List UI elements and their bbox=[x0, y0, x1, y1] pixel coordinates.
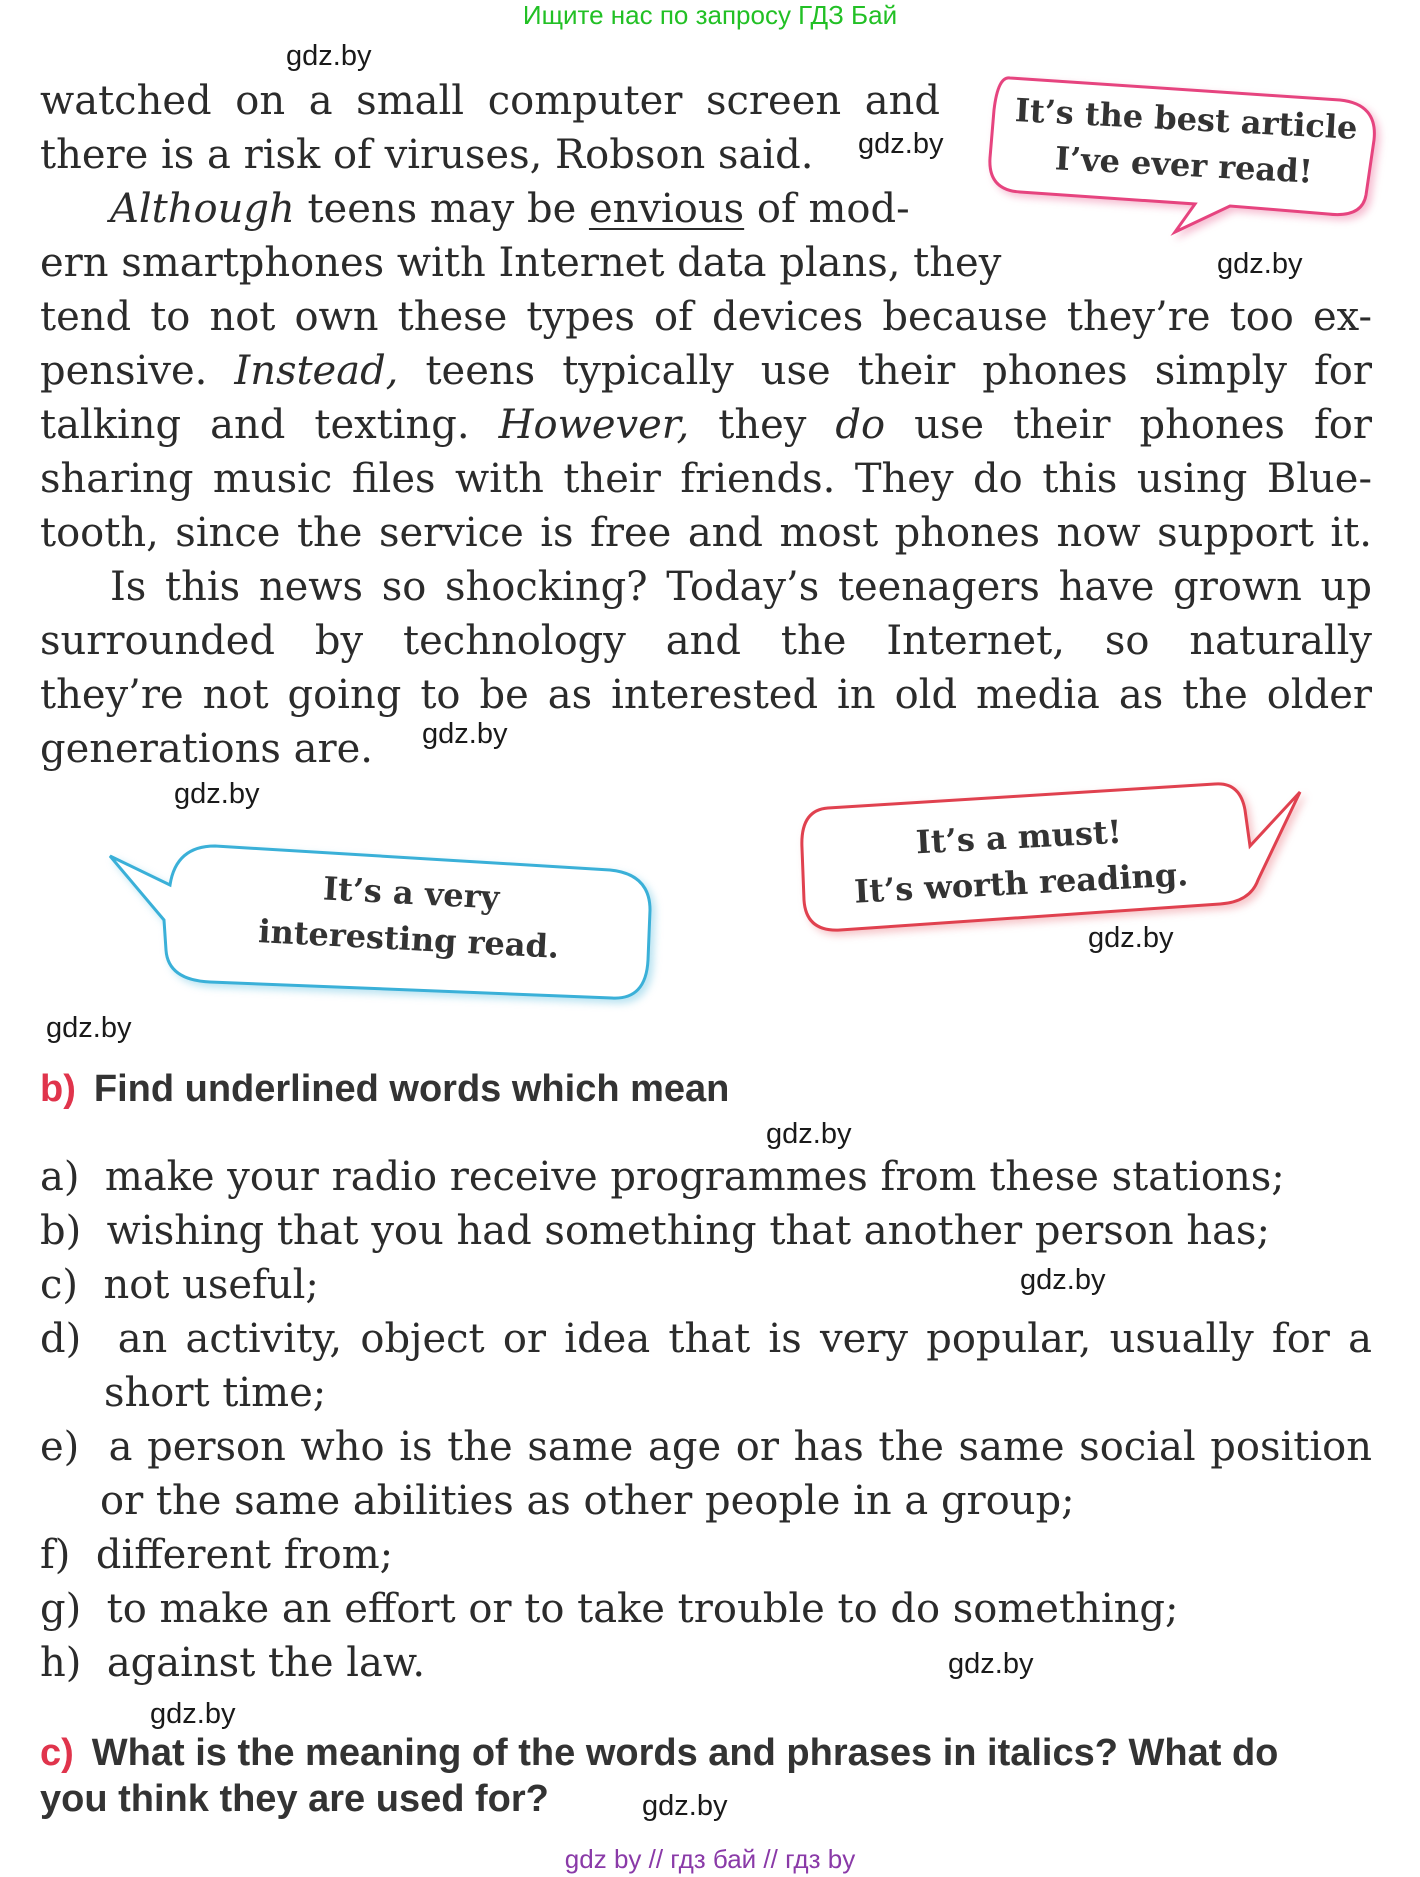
watermark: gdz.by bbox=[948, 1648, 1034, 1680]
article-line: sharing music files with their friends. They do this using Blue- bbox=[40, 456, 1372, 502]
watermark: gdz.by bbox=[1020, 1264, 1106, 1296]
item-text: against the law. bbox=[106, 1640, 426, 1686]
italic-word: Although bbox=[110, 186, 295, 232]
watermark: gdz.by bbox=[174, 778, 260, 810]
underlined-word: envious bbox=[588, 186, 745, 232]
item-label: f) bbox=[40, 1532, 71, 1578]
list-item bbox=[40, 1150, 1285, 1204]
item-label: g) bbox=[40, 1586, 82, 1632]
item-label: e) bbox=[40, 1424, 80, 1470]
watermark: gdz.by bbox=[642, 1790, 728, 1822]
blue-bubble-text bbox=[228, 861, 592, 972]
bubble-line: It’s a must! bbox=[914, 812, 1123, 862]
text-span: teens may be bbox=[294, 186, 589, 232]
task-title: What is the meaning of the words and phrases in italics? What do bbox=[91, 1732, 1279, 1774]
bubble-line: interesting read. bbox=[257, 912, 561, 966]
task-title: you think they are used for? bbox=[40, 1778, 549, 1820]
bubble-line: It’s worth reading. bbox=[853, 855, 1190, 911]
watermark: gdz.by bbox=[766, 1118, 852, 1150]
text-span: teens typically use their phones simply for bbox=[398, 348, 1372, 394]
item-label: h) bbox=[40, 1640, 82, 1686]
bubble-line: It’s a very bbox=[322, 869, 501, 917]
watermark: gdz.by bbox=[422, 718, 508, 750]
article-line: they’re not going to be as interested in old media as the older bbox=[40, 672, 1372, 718]
article-line: watched on a small computer screen and bbox=[40, 78, 940, 124]
item-label: a) bbox=[40, 1154, 80, 1200]
watermark: gdz.by bbox=[1217, 248, 1303, 280]
task-title: Find underlined words which mean bbox=[93, 1068, 730, 1110]
item-text: not useful; bbox=[103, 1262, 319, 1308]
italic-word: do bbox=[835, 402, 886, 448]
item-label: d) bbox=[40, 1316, 82, 1362]
pink-bubble-text bbox=[1008, 87, 1362, 197]
footer-links[interactable]: gdz by // гдз бай // гдз by bbox=[564, 1844, 856, 1874]
item-text: make your radio receive programmes from these stations; bbox=[104, 1154, 1285, 1200]
italic-word: However, bbox=[498, 402, 690, 448]
item-label: c) bbox=[40, 1262, 79, 1308]
article-line: generations are. bbox=[40, 726, 373, 772]
watermark: gdz.by bbox=[858, 128, 944, 160]
list-item bbox=[104, 1366, 326, 1420]
bubble-line: It’s the best article bbox=[1014, 91, 1359, 147]
list-item bbox=[40, 1312, 1372, 1366]
top-banner[interactable]: Ищите нас по запросу ГДЗ Бай bbox=[522, 0, 898, 30]
task-letter: c) bbox=[40, 1732, 74, 1774]
article-line: there is a risk of viruses, Robson said. bbox=[40, 132, 814, 178]
watermark: gdz.by bbox=[46, 1012, 132, 1044]
item-text: an activity, object or idea that is very popular, usually for a bbox=[117, 1316, 1372, 1362]
list-item bbox=[40, 1636, 425, 1690]
italic-word: Instead, bbox=[234, 348, 399, 394]
text-span: of mod- bbox=[744, 186, 910, 232]
article-line: tend to not own these types of devices because they’re too ex- bbox=[40, 294, 1372, 340]
article-line: ern smartphones with Internet data plans, they bbox=[40, 240, 1002, 286]
watermark: gdz.by bbox=[1088, 922, 1174, 954]
item-text: wishing that you had something that another person has; bbox=[106, 1208, 1270, 1254]
item-text: a person who is the same age or has the same social position bbox=[108, 1424, 1372, 1470]
bubble-line: I’ve ever read! bbox=[1054, 139, 1314, 191]
text-span: they bbox=[689, 402, 836, 448]
item-text: to make an effort or to take trouble to do something; bbox=[106, 1586, 1179, 1632]
list-item bbox=[40, 1582, 1178, 1636]
watermark: gdz.by bbox=[150, 1698, 236, 1730]
task-b-heading bbox=[40, 1066, 729, 1112]
task-letter: b) bbox=[40, 1068, 76, 1110]
item-text: or the same abilities as other people in a group; bbox=[100, 1478, 1075, 1524]
text-span: pensive. bbox=[40, 348, 235, 394]
list-item bbox=[40, 1528, 393, 1582]
list-item bbox=[40, 1204, 1270, 1258]
article-line: surrounded by technology and the Internet, so naturally bbox=[40, 618, 1372, 664]
article-line: tooth, since the service is free and most phones now support it. bbox=[40, 510, 1372, 556]
list-item bbox=[100, 1474, 1075, 1528]
item-label: b) bbox=[40, 1208, 82, 1254]
list-item bbox=[40, 1420, 1372, 1474]
text-span: use their phones for bbox=[885, 402, 1372, 448]
red-bubble-text bbox=[838, 805, 1202, 916]
list-item bbox=[40, 1258, 319, 1312]
watermark: gdz.by bbox=[286, 40, 372, 72]
item-text: short time; bbox=[104, 1370, 327, 1416]
article-line: Is this news so shocking? Today’s teenagers have grown up bbox=[110, 564, 1372, 610]
task-c-heading bbox=[40, 1730, 1380, 1822]
item-text: different from; bbox=[95, 1532, 394, 1578]
text-span: talking and texting. bbox=[40, 402, 499, 448]
